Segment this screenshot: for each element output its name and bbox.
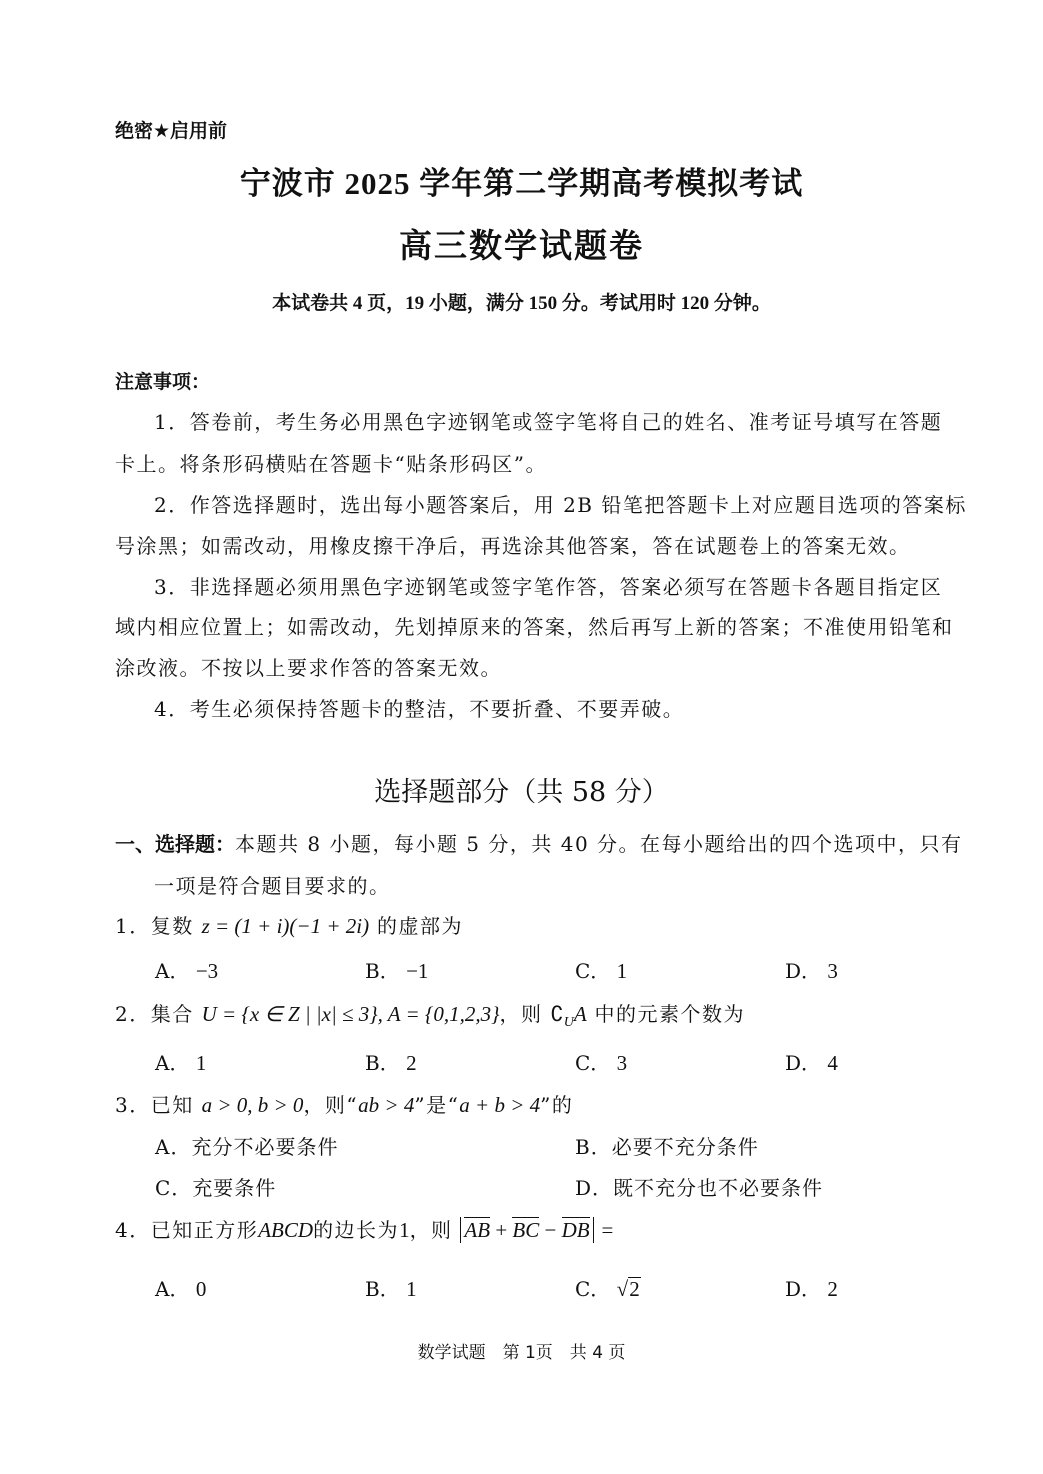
vector-ab: AB [464, 1218, 491, 1242]
math-expression: U = {x ∈ Z | |x| ≤ 3}, A = {0,1,2,3} [201, 1002, 500, 1026]
question-3-option-b: B．必要不充分条件 [575, 1135, 759, 1159]
note-3-line3: 涂改液。不按以上要求作答的答案无效。 [115, 656, 502, 680]
vector-bc: BC [512, 1218, 540, 1242]
question-3-option-d: D．既不充分也不必要条件 [575, 1176, 824, 1200]
note-3-line1: 3．非选择题必须用黑色字迹钢笔或签字笔作答，答案必须写在答题卡各题目指定区 [154, 575, 943, 599]
page-footer: 数学试题 第 1页 共 4 页 [417, 1343, 626, 1363]
note-4-line1: 4．考生必须保持答题卡的整洁，不要折叠、不要弄破。 [154, 697, 685, 721]
question-1-option-b: B． −1 [365, 959, 429, 983]
question-4-stem: 4．已知正方形ABCD的边长为1，则 AB + BC − DB = [115, 1218, 614, 1242]
question-4-option-c: C． √2 [575, 1277, 640, 1301]
note-2-line2: 号涂黑；如需改动，用橡皮擦干净后，再选涂其他答案，答在试题卷上的答案无效。 [115, 534, 911, 558]
question-4-option-b: B． 1 [365, 1277, 417, 1301]
part-intro [115, 828, 963, 857]
note-3-line2: 域内相应位置上；如需改动，先划掉原来的答案，然后再写上新的答案；不准使用铅笔和 [115, 615, 954, 639]
vector-db: DB [561, 1218, 590, 1242]
question-2-stem: 2．集合 U = {x ∈ Z | |x| ≤ 3}, A = {0,1,2,3}，则 $∁_UA$ 中的元素个数为 [115, 1002, 746, 1030]
math-expression: z = (1 + i)(−1 + 2i) [201, 914, 370, 938]
question-2-option-c: C． 3 [575, 1051, 628, 1075]
math-expression: a > 0, b > 0 [201, 1093, 304, 1117]
question-number: 1． [115, 914, 151, 938]
question-4-option-d: D． 2 [785, 1277, 838, 1301]
exam-title: 宁波市 2025 学年第二学期高考模拟考试 [239, 166, 804, 201]
sqrt-symbol: √ [616, 1277, 629, 1301]
question-number: 4． [115, 1218, 151, 1242]
question-3-stem: 3．已知 a > 0, b > 0，则“ab > 4”是“a + b > 4”的 [115, 1093, 574, 1117]
question-3-option-a: A．充分不必要条件 [155, 1135, 339, 1159]
complement-symbol: ∁ [550, 1002, 564, 1026]
part-desc-line1: 本题共 8 小题，每小题 5 分，共 40 分。在每小题给出的四个选项中，只有 [235, 832, 963, 856]
paper-title: 高三数学试题卷 [399, 226, 644, 265]
vector-magnitude: AB + BC − DB [460, 1217, 593, 1243]
notes-heading: 注意事项： [115, 371, 211, 393]
note-2-line1: 2．作答选择题时，选出每小题答案后，用 2B 铅笔把答题卡上对应题目选项的答案标 [154, 493, 967, 517]
question-3-option-c: C．充要条件 [155, 1176, 277, 1200]
question-1-option-d: D． 3 [785, 959, 838, 983]
question-1-option-a: A． −3 [155, 959, 219, 983]
question-number: 3． [115, 1093, 151, 1117]
question-number: 2． [115, 1002, 151, 1026]
question-4-option-a: A． 0 [155, 1277, 207, 1301]
question-2-option-a: A． 1 [155, 1051, 207, 1075]
note-1-line1: 1．答卷前，考生务必用黑色字迹钢笔或签字笔将自己的姓名、准考证号填写在答题 [154, 410, 943, 434]
secret-mark: 绝密★启用前 [115, 120, 228, 142]
note-1-line2: 卡上。将条形码横贴在答题卡“贴条形码区”。 [115, 452, 547, 476]
exam-info: 本试卷共 4 页，19 小题，满分 150 分。考试用时 120 分钟。 [272, 293, 771, 314]
math-expression: ABCD [258, 1218, 314, 1242]
question-1-stem: 1．复数 z = (1 + i)(−1 + 2i) 的虚部为 [115, 914, 463, 938]
question-1-option-c: C． 1 [575, 959, 628, 983]
part-desc-line2: 一项是符合题目要求的。 [154, 874, 391, 898]
question-2-option-d: D． 4 [785, 1051, 838, 1075]
section-title: 选择题部分（共 58 分） [374, 777, 669, 808]
part-label: 一、选择题： [115, 832, 235, 856]
question-2-option-b: B． 2 [365, 1051, 417, 1075]
